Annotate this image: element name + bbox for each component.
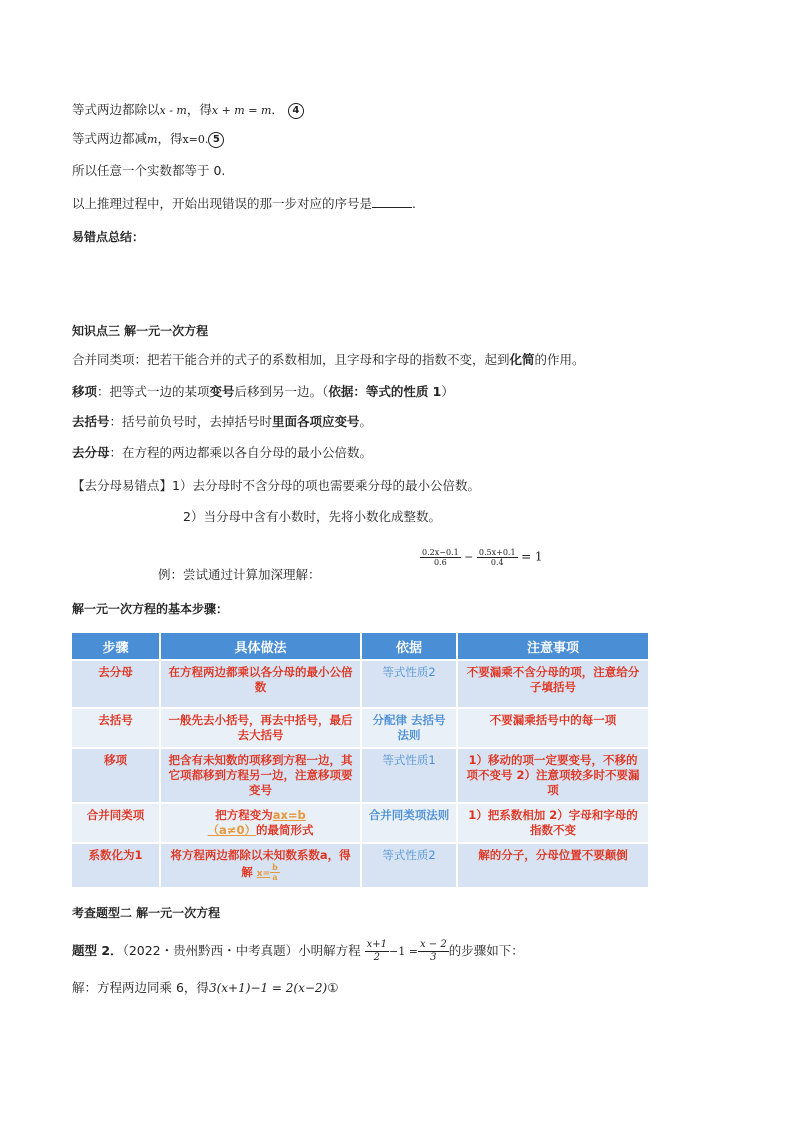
bold-text: 变号 — [209, 384, 235, 399]
text: ． — [271, 102, 284, 117]
denominator: 2 — [373, 952, 380, 963]
operator: − — [464, 550, 474, 564]
text: ，得 — [186, 102, 212, 117]
operator: −1 = — [389, 945, 418, 958]
numerator: 0.5x+0.1 — [478, 548, 516, 557]
table-row — [72, 843, 648, 887]
reasoning-step-4 — [72, 101, 304, 120]
text: ：括号前负号时，去掉括号时 — [109, 414, 273, 429]
merge-like-terms-def — [72, 351, 585, 369]
text: 的步骤如下： — [448, 943, 524, 958]
section-title: 知识点三 解一元一次方程 — [72, 324, 209, 338]
cell-note: 1）把系数相加 2）字母和字母的指数不变 — [457, 803, 648, 843]
fraction — [365, 939, 389, 964]
math-var: m — [147, 133, 158, 146]
numerator: x+1 — [366, 939, 387, 950]
question-line — [72, 195, 416, 213]
example-equation — [420, 548, 543, 567]
text: ：在方程的两边都乘以各自分母的最小公倍数。 — [109, 445, 373, 460]
text: 等式两边都减 — [72, 131, 148, 146]
problem-label: 题型 2． — [72, 943, 123, 958]
bold-text: 里面各项应变号 — [272, 414, 360, 429]
equation-rhs: = 1 — [521, 549, 543, 564]
text: （2022・贵州黔西・中考真题）小明解方程 — [122, 943, 361, 958]
text: ，得 — [157, 131, 183, 146]
numerator: b — [272, 862, 278, 872]
header-method: 具体做法 — [160, 633, 361, 660]
cell-method — [160, 843, 361, 887]
fraction — [477, 548, 518, 567]
denominator: a — [272, 872, 278, 882]
cell-basis: 等式性质2 — [361, 660, 457, 708]
math-expr: x + m = m — [211, 104, 272, 117]
denominator: 3 — [430, 952, 437, 963]
denominator: 0.4 — [490, 558, 504, 567]
cell-step: 去括号 — [72, 708, 160, 748]
solution-step-1 — [72, 979, 338, 997]
text: 将方程两边都除以未知数系数a，得解 — [170, 848, 351, 879]
text: 后移到另一边。（ — [234, 384, 329, 399]
text: ） — [441, 384, 454, 399]
math-expr: x=0. — [182, 133, 209, 146]
text: ：把等式一边的某项 — [97, 384, 210, 399]
denominator-errors-1 — [72, 477, 480, 495]
step-number-badge: 5 — [208, 132, 224, 148]
step-number-badge: ① — [327, 980, 339, 995]
steps-title: 解一元一次方程的基本步骤： — [72, 602, 229, 616]
table-header-row — [72, 633, 648, 660]
numerator: 0.2x−0.1 — [422, 548, 459, 557]
denominator-errors-2: 2）当分母中含有小数时，先将小数化成整数。 — [183, 509, 441, 524]
text: 的作用。 — [534, 352, 585, 367]
cell-method: 在方程两边都乘以各分母的最小公倍数 — [160, 660, 361, 708]
header-step: 步骤 — [72, 633, 160, 660]
cell-basis: 等式性质2 — [361, 843, 457, 887]
cell-note: 解的分子，分母位置不要颠倒 — [457, 843, 648, 887]
text: 等式两边都除以 — [72, 102, 160, 117]
summary-label: 易错点总结： — [72, 230, 145, 244]
text: 合并同类项：把若干能合并的式子的系数相加，且字母和字母的指数不变，起到 — [72, 352, 510, 367]
section-title-2: 考查题型二 解一元一次方程 — [72, 906, 221, 920]
table-row — [72, 748, 648, 803]
cell-step: 系数化为1 — [72, 843, 160, 887]
remove-brackets-def — [72, 413, 372, 431]
fraction — [270, 863, 280, 882]
conclusion-line: 所以任意一个实数都等于 0. — [72, 163, 226, 178]
math-expr: x - m — [159, 104, 187, 117]
example-label: 例：尝试通过计算加深理解： — [158, 567, 321, 582]
underlined-math: （a≠0） — [207, 823, 256, 837]
header-basis: 依据 — [361, 633, 457, 660]
cell-basis: 分配律 去括号法则 — [361, 708, 457, 748]
math-expr: 3(x+1)−1 = 2(x−2) — [208, 981, 328, 995]
fraction — [418, 939, 449, 964]
text: 【去分母易错点】 — [72, 478, 173, 493]
cell-basis: 等式性质1 — [361, 748, 457, 803]
reasoning-step-5 — [72, 130, 224, 149]
header-notes: 注意事项 — [457, 633, 648, 660]
cell-step: 移项 — [72, 748, 160, 803]
cell-note: 不要漏乘括号中的每一项 — [457, 708, 648, 748]
table-row — [72, 708, 648, 748]
numerator: x − 2 — [419, 939, 447, 950]
cell-note: 不要漏乘不含分母的项，注意给分子填括号 — [457, 660, 648, 708]
text: 解：方程两边同乘 6，得 — [72, 980, 209, 995]
step-number-badge: 4 — [288, 103, 304, 119]
text: 1）去分母时不含分母的项也需要乘分母的最小公倍数。 — [172, 478, 480, 493]
clear-denominators-def — [72, 444, 372, 462]
text: 的最简形式 — [255, 823, 314, 837]
text: 。 — [359, 414, 373, 429]
table-row — [72, 660, 648, 708]
problem-statement — [72, 934, 524, 968]
steps-table — [72, 633, 648, 887]
denominator: 0.6 — [433, 558, 447, 567]
bold-text: 去分母 — [72, 445, 110, 460]
cell-step: 合并同类项 — [72, 803, 160, 843]
bold-text: 化简 — [509, 352, 535, 367]
text: . — [412, 196, 416, 211]
transposition-def — [72, 383, 454, 401]
cell-basis: 合并同类项法则 — [361, 803, 457, 843]
question-text: 以上推理过程中，开始出现错误的那一步对应的序号是 — [72, 196, 373, 211]
bold-text: 去括号 — [72, 414, 110, 429]
bold-text: 依据：等式的性质 1 — [328, 384, 442, 399]
cell-method: 一般先去小括号，再去中括号，最后去大括号 — [160, 708, 361, 748]
cell-step: 去分母 — [72, 660, 160, 708]
fraction — [420, 548, 461, 567]
text: 把方程变为 — [215, 808, 273, 822]
table-row — [72, 803, 648, 843]
cell-method — [160, 803, 361, 843]
cell-method: 把含有未知数的项移到方程一边，其它项都移到方程另一边，注意移项要变号 — [160, 748, 361, 803]
solution-expr: x= — [256, 869, 271, 879]
cell-note: 1）移动的项一定要变号，不移的项不变号 2）注意项较多时不要漏项 — [457, 748, 648, 803]
underlined-math: ax=b — [272, 808, 306, 822]
answer-blank[interactable] — [372, 195, 412, 208]
bold-text: 移项 — [72, 384, 98, 399]
